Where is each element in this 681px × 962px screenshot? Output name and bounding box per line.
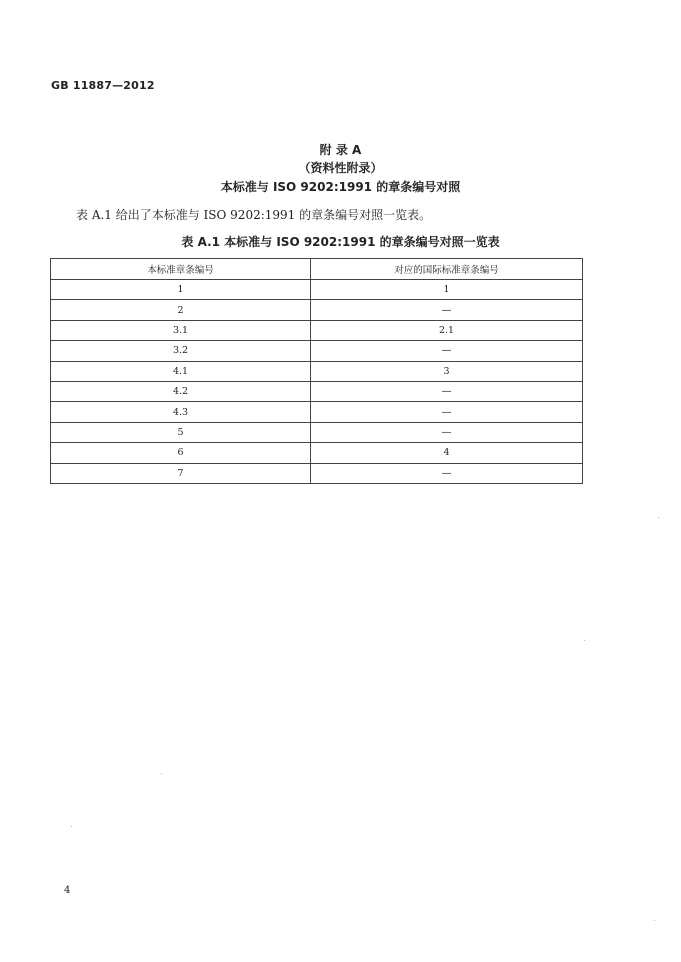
table-row [51,361,583,381]
clause-mapping-table [50,258,583,484]
cell-iso: — [311,402,583,422]
cell-iso: 2.1 [311,320,583,340]
cell-this-standard: 2 [51,300,311,320]
appendix-title: 附 录 A [319,143,362,157]
scan-speck [71,826,72,827]
appendix-type: （资料性附录） [298,161,383,175]
cell-iso: — [311,381,583,401]
cell-iso: — [311,463,583,483]
table-row [51,402,583,422]
cell-iso: 1 [311,280,583,300]
cell-iso: 3 [311,361,583,381]
column-header-iso: 对应的国际标准章条编号 [311,259,583,280]
table-row [51,463,583,483]
table-row [51,300,583,320]
cell-iso: 4 [311,443,583,463]
appendix-subject: 本标准与 ISO 9202:1991 的章条编号对照 [220,180,461,194]
scan-speck [658,517,659,518]
cell-iso: — [311,300,583,320]
page-number: 4 [64,885,71,896]
scan-speck [654,920,655,921]
cell-this-standard: 4.2 [51,381,311,401]
cell-iso: — [311,341,583,361]
cell-this-standard: 4.3 [51,402,311,422]
cell-this-standard: 5 [51,422,311,442]
scan-speck [584,640,585,641]
cell-this-standard: 6 [51,443,311,463]
column-header-this-standard: 本标准章条编号 [51,259,311,280]
cell-this-standard: 4.1 [51,361,311,381]
intro-paragraph: 表 A.1 给出了本标准与 ISO 9202:1991 的章条编号对照一览表。 [76,208,432,222]
cell-this-standard: 1 [51,280,311,300]
standard-code-header: GB 11887—2012 [51,79,155,92]
table-row [51,341,583,361]
cell-this-standard: 3.1 [51,320,311,340]
table-row [51,280,583,300]
table-header-row [51,259,583,280]
scan-speck [161,773,162,774]
table-row [51,443,583,463]
table-row [51,381,583,401]
cell-this-standard: 7 [51,463,311,483]
table-caption: 表 A.1 本标准与 ISO 9202:1991 的章条编号对照一览表 [181,235,500,249]
cell-this-standard: 3.2 [51,341,311,361]
table-row [51,320,583,340]
table-row [51,422,583,442]
cell-iso: — [311,422,583,442]
